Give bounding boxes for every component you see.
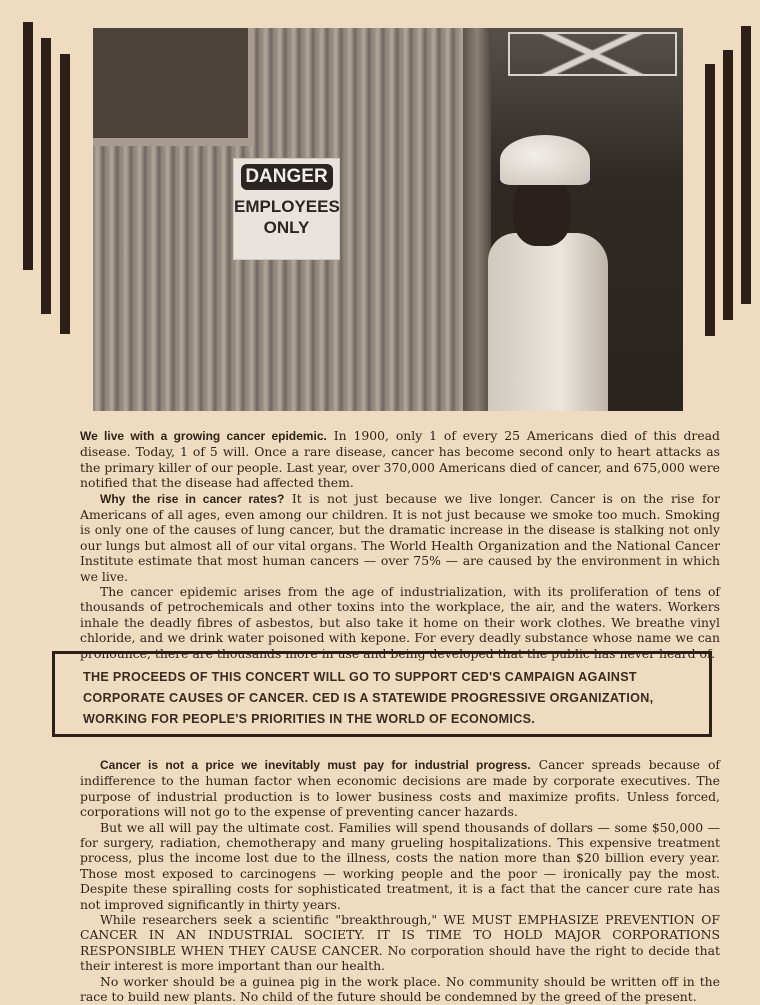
worker-figure [488,233,608,411]
paragraph [80,584,720,661]
danger-sign [233,158,340,260]
danger-label: DANGER [241,164,333,190]
worker-photograph [93,28,683,411]
sign-line-employees: EMPLOYEES [234,197,340,216]
callout-line: CORPORATE CAUSES OF CANCER. CED IS A STATEWIDE PROGRESSIVE ORGANIZATION, [83,691,654,705]
shed-window [93,28,254,146]
paragraph-body: Cancer spreads because of indifference to the human factor when economic decisions are made by corporate executives. The purpose of industrial production is to lower business costs and maximize profits. Unless forced, corporations will not go to the expense of preventing cancer hazards. [80,757,720,820]
sign-line-only: ONLY [263,218,310,237]
paragraph-body: The cancer epidemic arises from the age of industrialization, with its proliferation of tens of thousands of petrochemicals and other toxins into the workplace, the air, and the waters. Workers inhale the deadly fibres of asbestos, but also take it home on their work clothes. We breathe vinyl chloride, and we drink water poisoned with kepone. For every deadly substance whose name we can pronounce, there are thousands more in use and being developed that the public has never heard of. [80,584,720,661]
concert-callout-box [52,651,712,737]
worker-face [513,176,571,246]
decorative-bar [705,64,715,336]
callout-line: WORKING FOR PEOPLE'S PRIORITIES IN THE WORLD OF ECONOMICS. [83,712,536,726]
paragraph [80,912,720,974]
decorative-bar [723,50,733,320]
callout-line: THE PROCEEDS OF THIS CONCERT WILL GO TO SUPPORT CED'S CAMPAIGN AGAINST [83,670,637,684]
paragraph [80,428,720,491]
paragraph [80,757,720,820]
paragraph-lead: We live with a growing cancer epidemic. [80,429,327,443]
steel-truss [508,32,677,76]
paragraph-body: It is not just because we live longer. Cancer is on the rise for Americans of all ages, even among our children. It is not just because we smoke too much. Smoking is only one of the causes of lung cancer, but the dramatic increase in the disease is stalking not only our lungs but almost all of our vital organs. The World Health Organization and the National Cancer Institute estimate that most human cancers — over 75% — are caused by the environment in which we live. [80,490,721,584]
paragraph-lead: Cancer is not a price we inevitably must pay for industrial progress. [100,758,531,772]
decorative-bar [60,54,70,334]
paragraph-body: No worker should be a guinea pig in the work place. No community should be written off in the race to build new plants. No child of the future should be condemned by the greed of the present. [80,973,720,1005]
article-body [80,757,720,1005]
decorative-bar [741,26,751,304]
hard-hat [500,135,590,185]
paragraph-body: While researchers seek a scientific "breakthrough," WE MUST EMPHASIZE PREVENTION OF CANCER IN AN INDUSTRIAL SOCIETY. IT IS TIME TO HOLD MAJOR CORPORATIONS RESPONSIBLE WHEN THEY CAUSE CANCER. No corporation should have the right to decide that their interest is more important than our health. [80,912,720,974]
decorative-bar [41,38,51,314]
article-intro [80,428,720,661]
paragraph-lead: Why the rise in cancer rates? [100,491,285,506]
door-frame [463,28,491,411]
decorative-bar [23,22,33,270]
paragraph-body: But we all will pay the ultimate cost. Families will spend thousands of dollars — some $50,000 — for surgery, radiation, chemotherapy and many grueling hospitalizations. This expensive treatment process, plus the income lost due to the illness, costs the nation more than $20 billion every year. Those most exposed to carcinogens — working people and the poor — ironically pay the most. Despite these spiralling costs for sophisticated treatment, it is a fact that the cancer cure rate has not improved significantly in thirty years. [80,819,720,912]
paragraph-body: In 1900, only 1 of every 25 Americans died of this dread disease. Today, 1 of 5 will. Once a rare disease, cancer has become second only to heart attacks as the primary killer of our people. Last year, over 370,000 Americans died of cancer, and 675,000 were notified that the disease had affected them. [80,428,720,491]
paragraph [80,491,720,584]
paragraph [80,820,720,912]
